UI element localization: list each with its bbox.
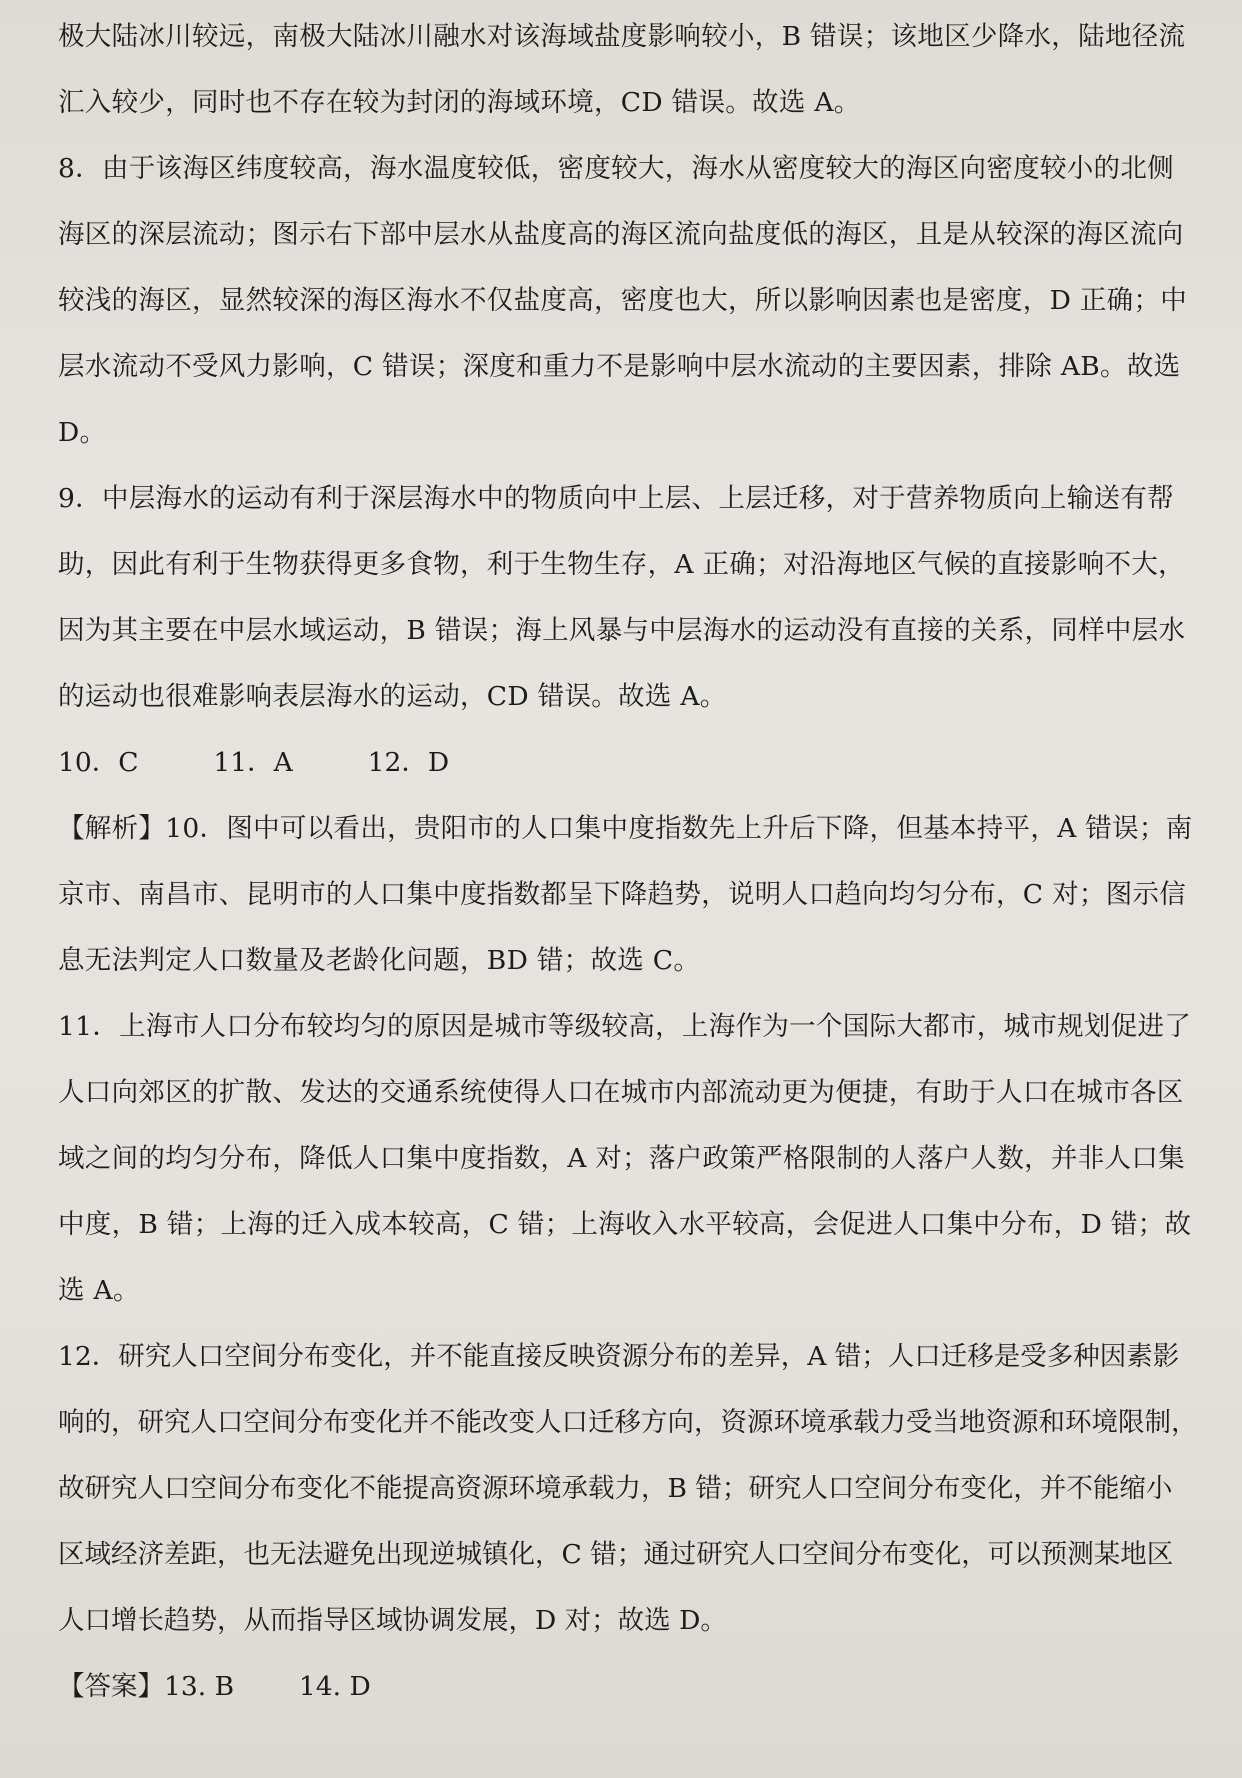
paragraph-q8	[58, 136, 1230, 466]
answer-11: 11．A	[213, 747, 293, 778]
text-line: 汇入较少，同时也不存在较为封闭的海域环境，CD 错误。故选 A。	[58, 87, 861, 118]
text-line: 【解析】10．图中可以看出，贵阳市的人口集中度指数先上升后下降，但基本持平，A 错误；南	[58, 813, 1193, 844]
text-line: 息无法判定人口数量及老龄化问题，BD 错；故选 C。	[58, 945, 701, 976]
text-line: 的运动也很难影响表层海水的运动，CD 错误。故选 A。	[58, 681, 727, 712]
text-line: 8．由于该海区纬度较高，海水温度较低，密度较大，海水从密度较大的海区向密度较小的北侧	[58, 153, 1174, 184]
text-line: 京市、南昌市、昆明市的人口集中度指数都呈下降趋势，说明人口趋向均匀分布，C 对；图示信	[58, 879, 1187, 910]
text-line: 人口增长趋势，从而指导区域协调发展，D 对；故选 D。	[58, 1605, 727, 1636]
paragraph-analysis-12	[58, 1324, 1230, 1654]
paragraph-analysis-10	[58, 796, 1230, 994]
answer-text-body	[58, 4, 1230, 1720]
answer-14: 14. D	[298, 1671, 371, 1702]
text-line: 响的，研究人口空间分布变化并不能改变人口迁移方向，资源环境承载力受当地资源和环境限制，	[58, 1407, 1198, 1438]
text-line: 域之间的均匀分布，降低人口集中度指数，A 对；落户政策严格限制的人落户人数，并非人口集	[58, 1143, 1185, 1174]
answer-13: 13. B	[164, 1671, 235, 1702]
text-line: 助，因此有利于生物获得更多食物，利于生物生存，A 正确；对沿海地区气候的直接影响不大，	[58, 549, 1185, 580]
text-line: 层水流动不受风力影响，C 错误；深度和重力不是影响中层水流动的主要因素，排除 AB。故选	[58, 351, 1181, 382]
text-line: 较浅的海区，显然较深的海区海水不仅盐度高，密度也大，所以影响因素也是密度，D 正确；中	[58, 285, 1188, 316]
text-line: 11．上海市人口分布较均匀的原因是城市等级较高，上海作为一个国际大都市，城市规划促进了	[58, 1011, 1192, 1042]
text-line: 区域经济差距，也无法避免出现逆城镇化，C 错；通过研究人口空间分布变化，可以预测某地区	[58, 1539, 1174, 1570]
text-line: 因为其主要在中层水域运动，B 错误；海上风暴与中层海水的运动没有直接的关系，同样中层水	[58, 615, 1186, 646]
text-line: 极大陆冰川较远，南极大陆冰川融水对该海域盐度影响较小，B 错误；该地区少降水，陆地径流	[58, 21, 1186, 52]
text-line: 9．中层海水的运动有利于深层海水中的物质向中上层、上层迁移，对于营养物质向上输送有帮	[58, 483, 1174, 514]
paragraph-q9	[58, 466, 1230, 730]
paragraph-q7-continued	[58, 4, 1230, 136]
text-line: 故研究人口空间分布变化不能提高资源环境承载力，B 错；研究人口空间分布变化，并不能缩小	[58, 1473, 1173, 1504]
text-line: D。	[58, 417, 107, 448]
text-line: 中度，B 错；上海的迁入成本较高，C 错；上海收入水平较高，会促进人口集中分布，D 错；故	[58, 1209, 1192, 1240]
text-line: 人口向郊区的扩散、发达的交通系统使得人口在城市内部流动更为便捷，有助于人口在城市各区	[58, 1077, 1184, 1108]
answer-label: 【答案】	[58, 1671, 164, 1702]
text-line: 12．研究人口空间分布变化，并不能直接反映资源分布的差异，A 错；人口迁移是受多种因素影	[58, 1341, 1180, 1372]
text-line: 海区的深层流动；图示右下部中层水从盐度高的海区流向盐度低的海区，且是从较深的海区流向	[58, 219, 1184, 250]
text-line: 选 A。	[58, 1275, 140, 1306]
answers-row-10-12	[58, 730, 1230, 796]
paragraph-analysis-11	[58, 994, 1230, 1324]
answer-10: 10．C	[58, 747, 139, 778]
answer-12: 12．D	[367, 747, 450, 778]
answers-row-13-14	[58, 1654, 1230, 1720]
